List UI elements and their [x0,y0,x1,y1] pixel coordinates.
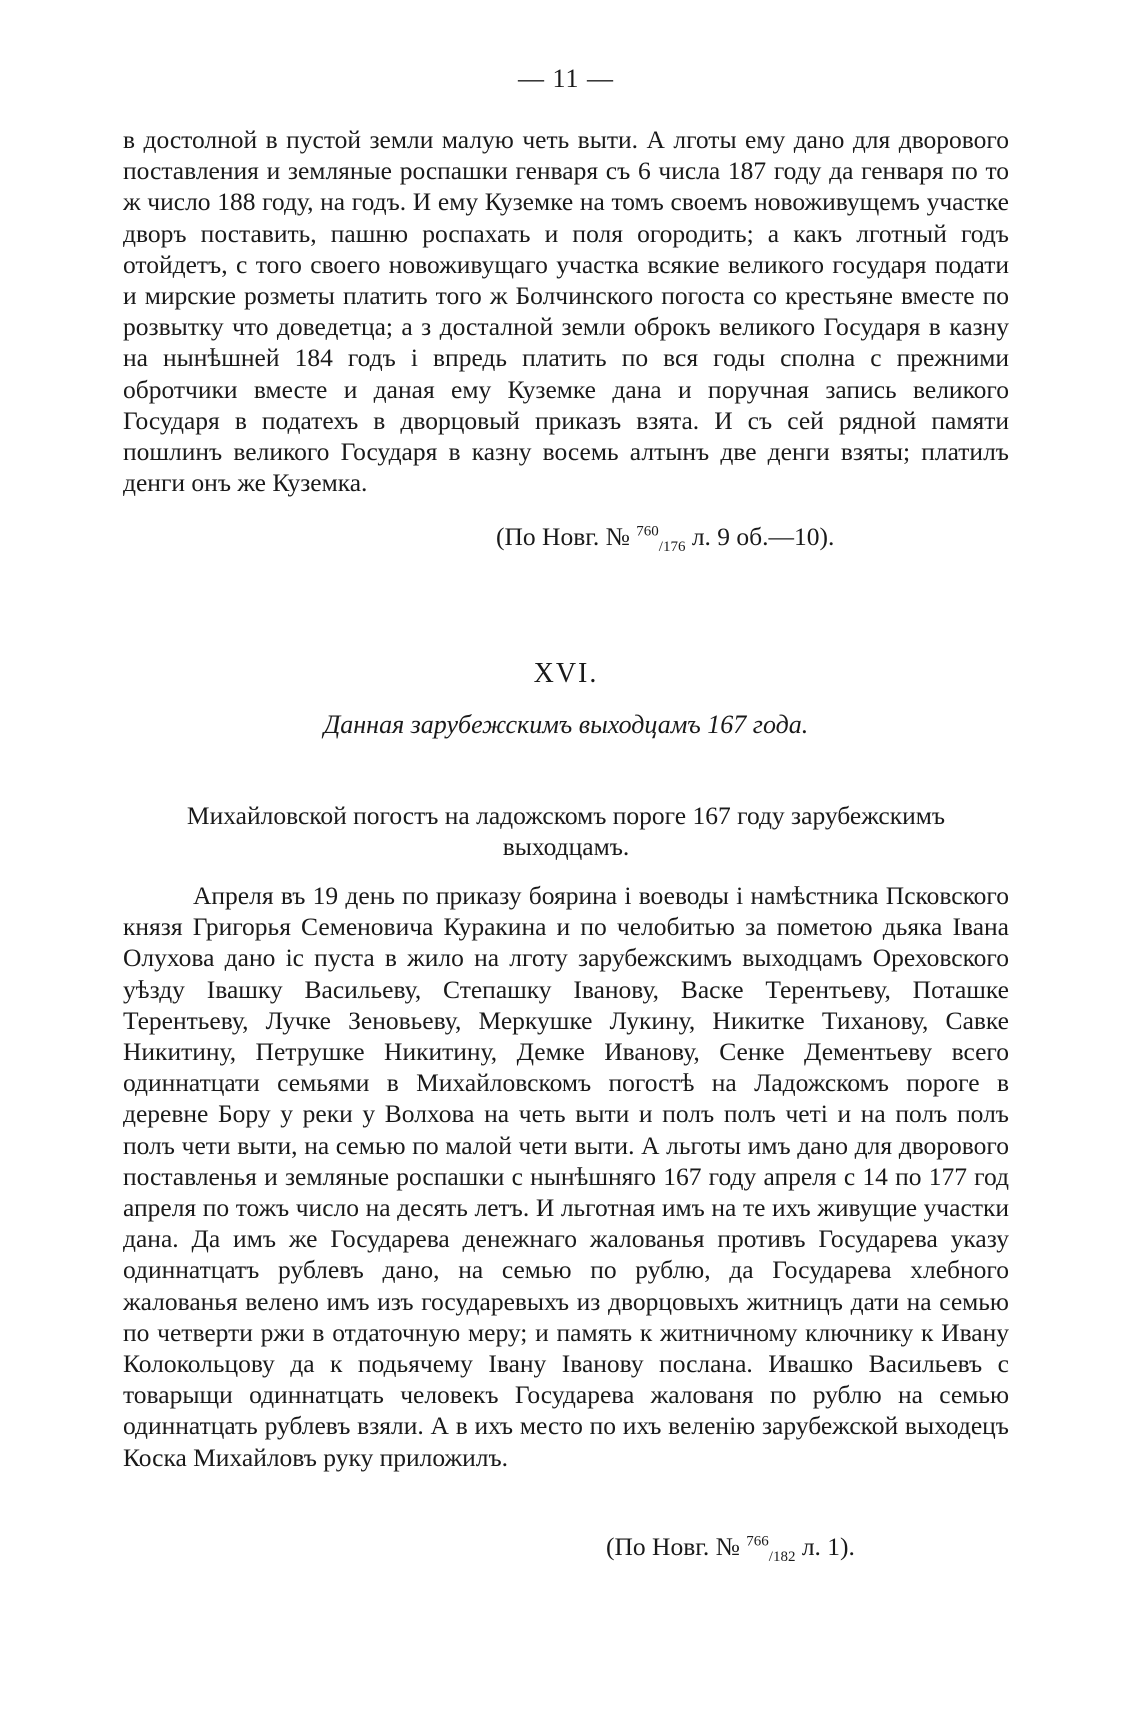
source-sup: 760 [636,523,659,540]
section-title: Данная зарубежскимъ выходцамъ 167 года. [323,710,809,739]
source-prefix: (По Новг. № [606,1532,740,1561]
source-sub: /176 [658,539,686,556]
paragraph-text: в достолной в пустой земли малую четь выти. А лготы ему дано для дворового поставления и земляные роспашки генваря съ 6 числа 187 году да генваря по то ж число 188 году, на годъ. И ему Куземке на томъ своемъ новоживущемъ участке дворъ поставить, пашню роспахать и поля огородить; а какъ лготный годъ отойдетъ, с того своего новоживущаго участка всякие великого государя подати и мирские розметы платить того ж Болчинского погоста со крестьяне вместе по розвытку что доведетца; а з досталной земли оброкъ великого Государя в казну на нынѣшней 184 годъ і впредь платить по вся годы сполна с прежними обротчики вместе и даная ему Куземке дана и поручная запись великого Государя в податехъ в дворцовый приказъ взята. И съ сей рядной памяти пошлинъ великого Государя в казну восемь алтынъ две денги взяты; платилъ денги онъ же Куземка. [123,125,1009,498]
section-number: XVI. [533,658,599,689]
source-prefix: (По Новг. № [496,522,630,551]
source-sub: /182 [768,1549,796,1566]
source-suffix: л. 9 об.—10). [691,522,835,551]
paragraph-text: Апреля въ 19 день по приказу боярина і воеводы і намѣстника Псковского князя Григорья Семеновича Куракина и по челобитью за пометою дьяка Івана Олухова дано іс пуста в жило на лготу зарубежскимъ выходцамъ Ореховского уѣзду Івашку Васильеву, Степашку Іванову, Васке Терентьеву, Поташке Терентьеву, Лучке Зеновьеву, Меркушке Лукину, Никитке Тиханову, Савке Никитину, Петрушке Никитину, Демке Иванову, Сенке Дементьеву всего одиннатцати семьями в Михайловскомъ погостѣ на Ладожскомъ пороге в деревне Бору у реки у Волхова на четь выти и полъ полъ четі и на полъ полъ полъ чети выти, на семью по малой чети выти. А льготы имъ дано для дворового поставленья и земляные роспашки с нынѣшняго 167 году апреля с 14 по 177 год апреля по тожъ число на десять летъ. И льготная имъ на те ихъ живущие участки дана. Да имъ же Государева денежнаго жалованья противъ Государева указу одиннатцатъ рублевъ дано, на семью по рублю, да Государева хлебного жалованья велено имъ изъ государевыхъ из дворцовыхъ житницъ дати на семью по четверти ржи в отдаточную меру; и память к житничному ключнику к Ивану Колокольцову да к подьячему Івану Іванову послана. Ивашко Васильевъ с товарыщи одиннатцать человекъ Государева жалованя по рублю на семью одиннатцать рублевъ взяли. А в ихъ место по ихъ веленію зарубежской выходецъ Коска Михайловъ руку приложилъ. [123,881,1009,1472]
paragraph-continued [123,124,1009,498]
source-reference-2 [606,1531,855,1566]
section-heading: Михайловской погостъ на ладожскомъ пороге 167 году зарубежскимъ выходцамъ. [186,801,946,861]
source-sup: 766 [746,1533,769,1550]
page-number: — 11 — [517,64,615,93]
source-suffix: л. 1). [801,1532,855,1561]
source-reference-1 [496,521,835,556]
paragraph-main [123,880,1009,1473]
